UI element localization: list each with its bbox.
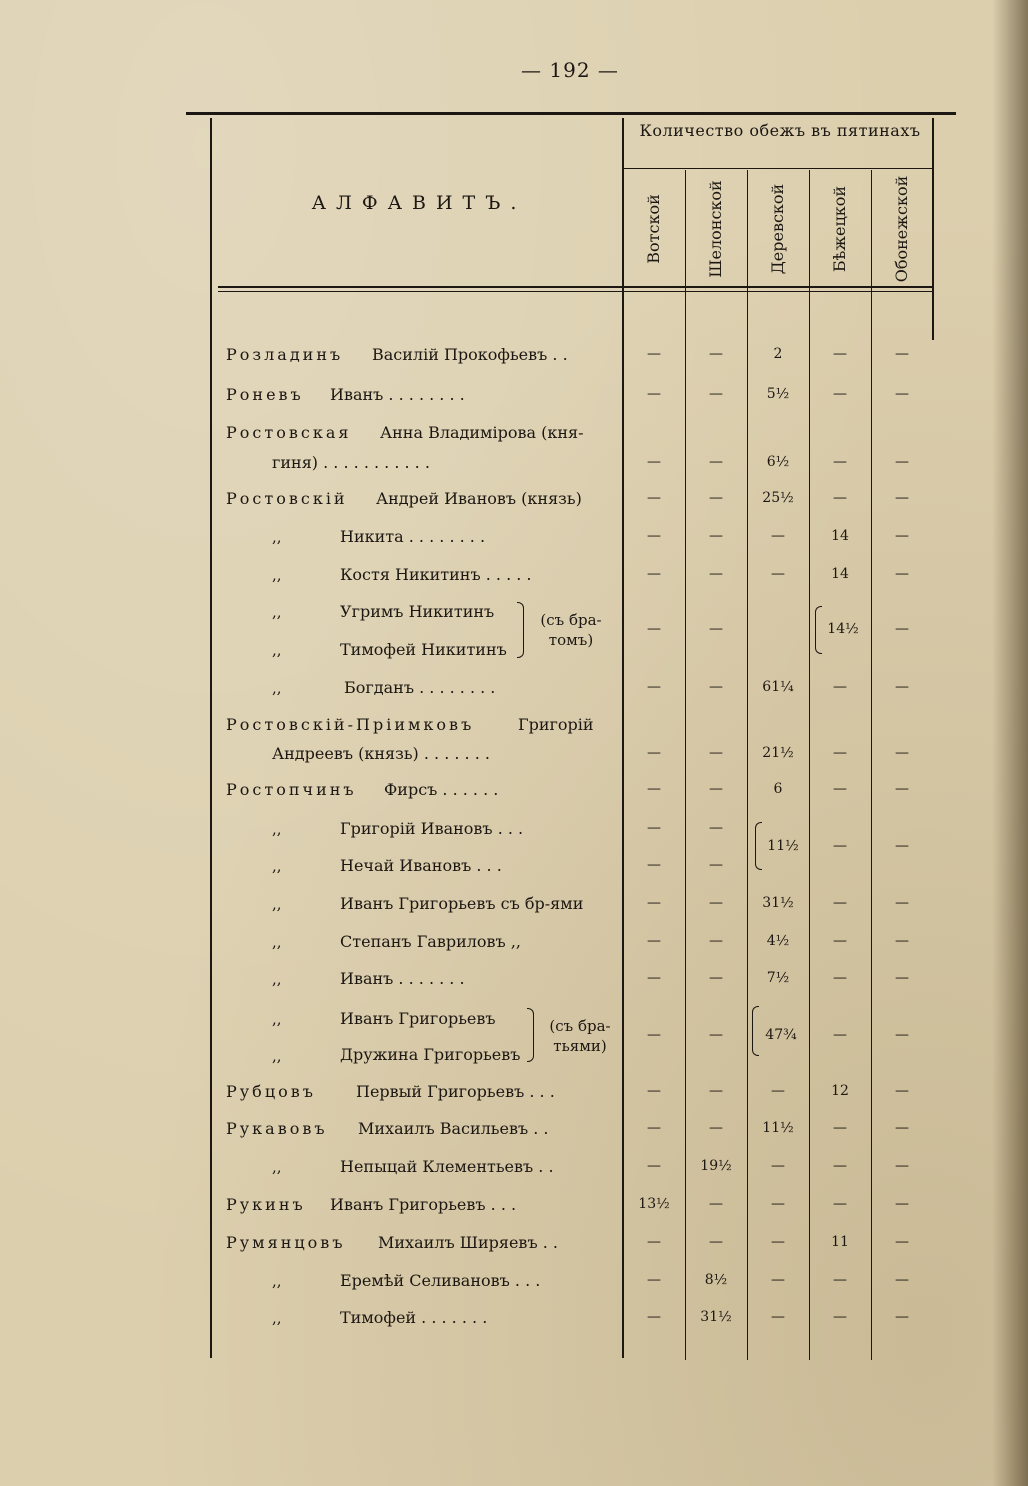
cell-derevskaya: 6 [773, 781, 783, 797]
cell-shelonskaya: — [709, 895, 723, 911]
cell-votskaya: — [647, 454, 661, 470]
group-note: (съ бра-тьями) [549, 1017, 611, 1055]
cell-votskaya: 13½ [638, 1196, 670, 1212]
cell-bezhetskaya: — [833, 970, 847, 986]
row-surname: Ростовскій [226, 489, 348, 508]
cell-derevskaya: 11½ [762, 1120, 794, 1136]
cell-shelonskaya: 8½ [704, 1272, 728, 1288]
cell-bezhetskaya: 14 [831, 528, 849, 544]
cell-derevskaya: — [771, 566, 785, 582]
alphabet-heading: АЛФАВИТЪ. [311, 192, 527, 214]
page-spine-shadow [992, 0, 1028, 1486]
row-surname: Рукавовъ [226, 1119, 328, 1138]
cell-shelonskaya: — [709, 386, 723, 402]
cell-votskaya: — [647, 528, 661, 544]
cell-shelonskaya: 19½ [700, 1158, 732, 1174]
cell-votskaya: — [647, 781, 661, 797]
cell-derevskaya: — [771, 1196, 785, 1212]
row-name: Иванъ Григорьевъ съ бр-ями [340, 894, 584, 913]
cell-votskaya: — [647, 745, 661, 761]
column-header-obonezhskaya: Обонежской [892, 175, 911, 283]
cell-obonezhskaya: — [895, 454, 909, 470]
cell-shelonskaya: — [709, 820, 723, 836]
cell-obonezhskaya: — [895, 838, 909, 854]
ditto-mark: ,, [272, 603, 282, 621]
cell-votskaya: — [647, 1234, 661, 1250]
row-name: Нечай Ивановъ . . . [340, 856, 502, 875]
cell-bezhetskaya: — [833, 1120, 847, 1136]
row-name: Иванъ . . . . . . . [340, 969, 465, 988]
row-name: Дружина Григорьевъ [340, 1045, 521, 1064]
cell-shelonskaya: — [709, 454, 723, 470]
cell-obonezhskaya: — [895, 1272, 909, 1288]
row-name: Григорій Ивановъ . . . [340, 819, 524, 838]
cell-derevskaya: — [771, 1234, 785, 1250]
cell-obonezhskaya: — [895, 679, 909, 695]
cell-derevskaya: 6½ [766, 454, 790, 470]
cell-votskaya: — [647, 386, 661, 402]
row-name: Фирсъ . . . . . . [384, 780, 499, 799]
row-name: Первый Григорьевъ . . . [356, 1082, 555, 1101]
ditto-mark: ,, [272, 895, 282, 913]
cell-derevskaya: 47¾ [765, 1027, 797, 1043]
row-name: Тимофей Никитинъ [340, 640, 507, 659]
cell-derevskaya: 21½ [762, 745, 794, 761]
column-header-bezhetskaya: Бѣжецкой [830, 185, 849, 273]
cell-obonezhskaya: — [895, 970, 909, 986]
cell-bezhetskaya: — [833, 933, 847, 949]
row-surname: Розладинъ [226, 345, 344, 364]
cell-derevskaya: 4½ [766, 933, 790, 949]
cell-shelonskaya: — [709, 1027, 723, 1043]
row-name: Анна Владимірова (кня- [380, 423, 584, 442]
header-rule-lower [218, 291, 932, 292]
table-top-rule [186, 112, 956, 115]
cell-derevskaya: 31½ [762, 895, 794, 911]
cell-bezhetskaya: — [833, 1272, 847, 1288]
cell-votskaya: — [647, 895, 661, 911]
cell-derevskaya: 25½ [762, 490, 794, 506]
count-heading: Количество обежъ въ пятинахъ [639, 121, 921, 140]
cell-obonezhskaya: — [895, 895, 909, 911]
page-number: — 192 — [521, 58, 619, 82]
name-group-brace [527, 1008, 534, 1062]
cell-bezhetskaya: — [833, 679, 847, 695]
cell-shelonskaya: — [709, 933, 723, 949]
group-note: (съ бра-томъ) [540, 611, 602, 649]
name-group-brace [517, 602, 524, 658]
cell-derevskaya: — [771, 1272, 785, 1288]
cell-obonezhskaya: — [895, 1158, 909, 1174]
cell-bezhetskaya: — [833, 386, 847, 402]
row-name: Иванъ Григорьевъ [340, 1009, 496, 1028]
cell-derevskaya: — [771, 1083, 785, 1099]
cell-obonezhskaya: — [895, 1309, 909, 1325]
column-header-votskaya: Вотской [644, 194, 663, 264]
row-name: Андрей Ивановъ (князь) [376, 489, 582, 508]
cell-shelonskaya: — [709, 970, 723, 986]
table-left-border [210, 118, 212, 1358]
row-name: Тимофей . . . . . . . [340, 1308, 488, 1327]
cell-votskaya: — [647, 1309, 661, 1325]
header-rule-upper [218, 286, 932, 288]
cell-derevskaya: — [771, 1158, 785, 1174]
cell-obonezhskaya: — [895, 781, 909, 797]
row-name: Иванъ . . . . . . . . [330, 385, 465, 404]
row-name: Богданъ . . . . . . . . [344, 678, 496, 697]
cell-obonezhskaya: — [895, 490, 909, 506]
column-header-shelonskaya: Шелонской [706, 180, 725, 278]
ditto-mark: ,, [272, 641, 282, 659]
cell-obonezhskaya: — [895, 346, 909, 362]
row-name: Костя Никитинъ . . . . . [340, 565, 532, 584]
cell-bezhetskaya: 12 [831, 1083, 849, 1099]
row-name-continued: гиня) . . . . . . . . . . . [272, 453, 430, 472]
row-name: Еремѣй Селивановъ . . . [340, 1271, 541, 1290]
table-right-border [932, 118, 934, 340]
row-name: Никита . . . . . . . . [340, 527, 486, 546]
cell-bezhetskaya: — [833, 838, 847, 854]
cell-bezhetskaya: — [833, 745, 847, 761]
cell-shelonskaya: — [709, 1083, 723, 1099]
cell-shelonskaya: — [709, 857, 723, 873]
cell-shelonskaya: — [709, 490, 723, 506]
cell-bezhetskaya: — [833, 1196, 847, 1212]
ditto-mark: ,, [272, 933, 282, 951]
cell-derevskaya: 2 [773, 346, 783, 362]
cell-votskaya: — [647, 857, 661, 873]
cell-derevskaya: 61¼ [762, 679, 794, 695]
ditto-mark: ,, [272, 1309, 282, 1327]
ditto-mark: ,, [272, 528, 282, 546]
cell-votskaya: — [647, 346, 661, 362]
cell-obonezhskaya: — [895, 528, 909, 544]
cell-bezhetskaya: — [833, 1158, 847, 1174]
cell-shelonskaya: — [709, 1196, 723, 1212]
cell-bezhetskaya: — [833, 781, 847, 797]
cell-shelonskaya: — [709, 528, 723, 544]
row-name: Непыцай Клементьевъ . . [340, 1157, 554, 1176]
cell-bezhetskaya: — [833, 490, 847, 506]
cell-shelonskaya: — [709, 621, 723, 637]
row-name: Иванъ Григорьевъ . . . [330, 1195, 517, 1214]
cell-votskaya: — [647, 1027, 661, 1043]
cell-derevskaya: — [771, 528, 785, 544]
row-name: Василій Прокофьевъ . . [372, 345, 568, 364]
cell-votskaya: — [647, 970, 661, 986]
cell-bezhetskaya: — [833, 454, 847, 470]
cell-shelonskaya: — [709, 679, 723, 695]
cell-shelonskaya: 31½ [700, 1309, 732, 1325]
ditto-mark: ,, [272, 679, 282, 697]
ditto-mark: ,, [272, 566, 282, 584]
row-name: Григорій [518, 715, 594, 734]
ditto-mark: ,, [272, 1010, 282, 1028]
cell-votskaya: — [647, 490, 661, 506]
cell-obonezhskaya: — [895, 1196, 909, 1212]
cell-bezhetskaya: 11 [831, 1234, 849, 1250]
cell-votskaya: — [647, 1083, 661, 1099]
cell-votskaya: — [647, 1158, 661, 1174]
row-surname: Ростопчинъ [226, 780, 357, 799]
cell-obonezhskaya: — [895, 386, 909, 402]
cell-bezhetskaya: 14½ [827, 621, 859, 637]
row-name: Михаилъ Васильевъ . . [358, 1119, 549, 1138]
cell-shelonskaya: — [709, 745, 723, 761]
ditto-mark: ,, [272, 970, 282, 988]
row-surname: Роневъ [226, 385, 304, 404]
cell-obonezhskaya: — [895, 1120, 909, 1136]
row-name: Михаилъ Ширяевъ . . [378, 1233, 558, 1252]
cell-votskaya: — [647, 1272, 661, 1288]
cell-obonezhskaya: — [895, 1234, 909, 1250]
cell-votskaya: — [647, 679, 661, 695]
ditto-mark: ,, [272, 1158, 282, 1176]
cell-obonezhskaya: — [895, 621, 909, 637]
ditto-mark: ,, [272, 1047, 282, 1065]
cell-votskaya: — [647, 933, 661, 949]
cell-votskaya: — [647, 1120, 661, 1136]
cell-shelonskaya: — [709, 1120, 723, 1136]
ditto-mark: ,, [272, 1272, 282, 1290]
cell-bezhetskaya: — [833, 1027, 847, 1043]
cell-derevskaya: 7½ [766, 970, 790, 986]
cell-obonezhskaya: — [895, 933, 909, 949]
cell-bezhetskaya: — [833, 346, 847, 362]
row-surname: Ростовская [226, 423, 352, 442]
cell-obonezhskaya: — [895, 566, 909, 582]
cell-obonezhskaya: — [895, 1027, 909, 1043]
cell-derevskaya: 5½ [766, 386, 790, 402]
row-name: Угримъ Никитинъ [340, 602, 495, 621]
cell-derevskaya: 11½ [767, 838, 799, 854]
cell-derevskaya: — [771, 1309, 785, 1325]
column-header-derevskaya: Деревской [768, 183, 787, 275]
row-surname: Ростовскій-Пріимковъ [226, 715, 475, 734]
row-name-continued: Андреевъ (князь) . . . . . . . [272, 744, 490, 763]
row-surname: Рубцовъ [226, 1082, 316, 1101]
cell-votskaya: — [647, 621, 661, 637]
cell-votskaya: — [647, 566, 661, 582]
cell-obonezhskaya: — [895, 745, 909, 761]
cell-shelonskaya: — [709, 1234, 723, 1250]
ditto-mark: ,, [272, 857, 282, 875]
cell-bezhetskaya: — [833, 1309, 847, 1325]
row-name: Степанъ Гавриловъ ,, [340, 932, 521, 951]
cell-obonezhskaya: — [895, 1083, 909, 1099]
cell-bezhetskaya: 14 [831, 566, 849, 582]
ditto-mark: ,, [272, 820, 282, 838]
cell-shelonskaya: — [709, 346, 723, 362]
cell-bezhetskaya: — [833, 895, 847, 911]
row-surname: Румянцовъ [226, 1233, 346, 1252]
cell-votskaya: — [647, 820, 661, 836]
cell-shelonskaya: — [709, 781, 723, 797]
row-surname: Рукинъ [226, 1195, 306, 1214]
cell-shelonskaya: — [709, 566, 723, 582]
